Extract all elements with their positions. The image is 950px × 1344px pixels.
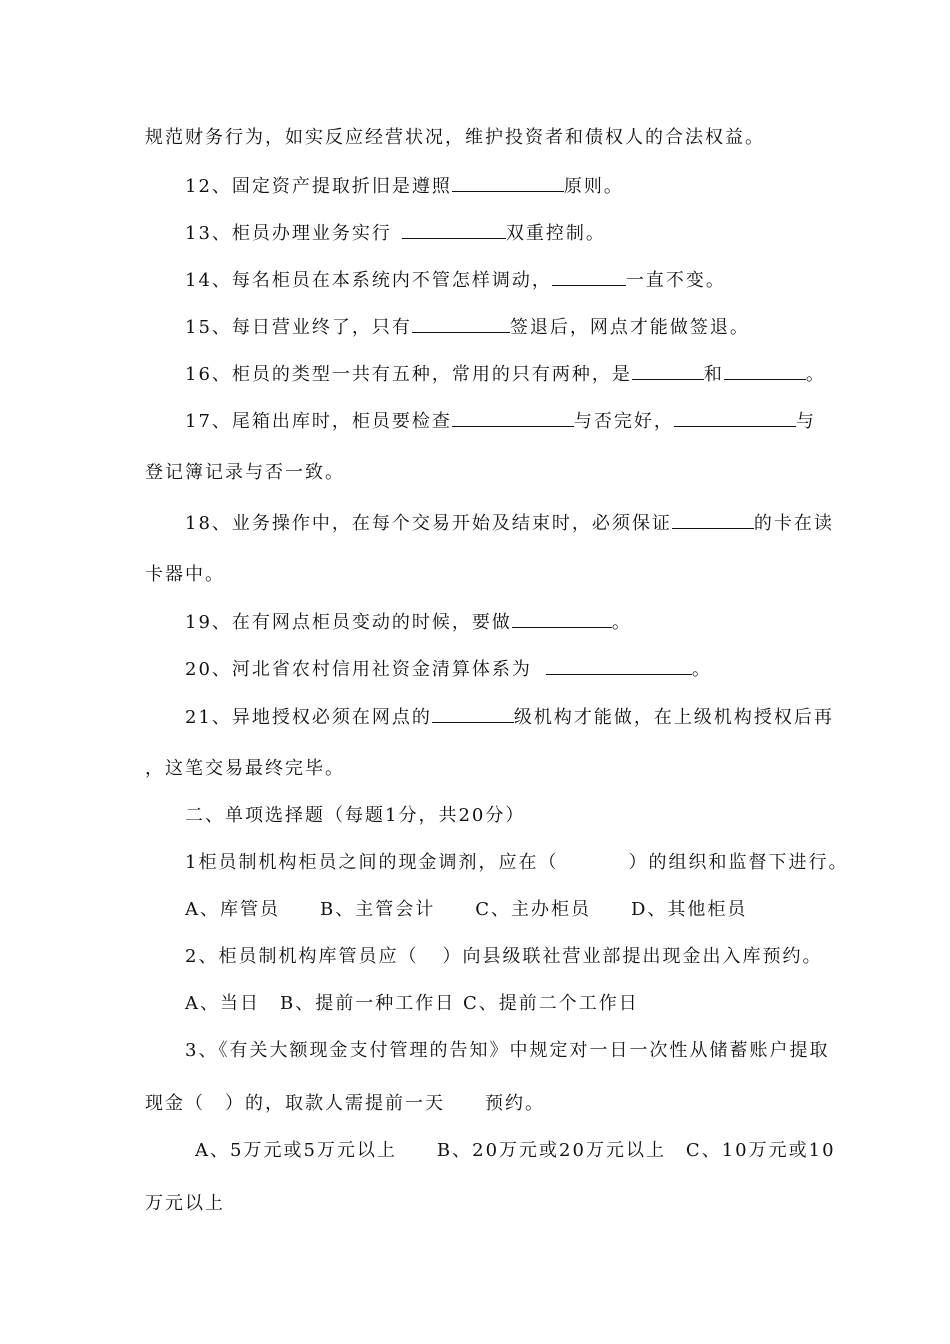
choice-options: A、当日 B、提前一种工作日 C、提前二个工作日: [185, 993, 639, 1014]
question-18: 18、业务操作中，在每个交易开始及结束时，必须保证 的卡在读: [185, 510, 834, 536]
question-15: 15、每日营业终了，只有 签退后，网点才能做签退。: [185, 314, 750, 340]
question-12: 12、固定资产提取折旧是遵照 原则。: [185, 173, 624, 199]
answer-blank[interactable]: [632, 361, 704, 380]
section-heading: 二、单项选择题（每题1分，共20分）: [185, 805, 526, 826]
answer-blank[interactable]: [724, 361, 806, 380]
question-20: 20、河北省农村信用社资金清算体系为 。: [185, 656, 712, 682]
question-16: 16、柜员的类型一共有五种，常用的只有两种，是 和 。: [185, 361, 826, 387]
choice-question-2: 2、柜员制机构库管员应（ ）向县级联社营业部提出现金出入库预约。: [185, 946, 823, 967]
text-line: 规范财务行为，如实反应经营状况，维护投资者和债权人的合法权益。: [145, 127, 765, 148]
answer-blank[interactable]: [452, 173, 564, 192]
question-21: 21、异地授权必须在网点的 级机构才能做，在上级机构授权后再: [185, 704, 834, 730]
answer-blank[interactable]: [546, 656, 692, 675]
choice-options: A、库管员 B、主管会计 C、主办柜员 D、其他柜员: [185, 899, 748, 920]
answer-blank[interactable]: [672, 510, 754, 529]
answer-blank[interactable]: [432, 704, 514, 723]
question-14: 14、每名柜员在本系统内不管怎样调动， 一直不变。: [185, 267, 726, 293]
text-line: 万元以上: [145, 1193, 225, 1214]
text-line: 卡器中。: [145, 564, 225, 585]
question-13: 13、柜员办理业务实行 双重控制。: [185, 220, 606, 246]
question-19: 19、在有网点柜员变动的时候，要做 。: [185, 609, 632, 635]
text-line: 现金（ ）的，取款人需提前一天 预约。: [145, 1093, 545, 1114]
answer-blank[interactable]: [552, 267, 626, 286]
choice-question-1: 1柜员制机构柜员之间的现金调剂，应在（ ）的组织和监督下进行。: [185, 852, 849, 873]
answer-blank[interactable]: [512, 609, 612, 628]
answer-blank[interactable]: [674, 408, 796, 427]
choice-options: A、5万元或5万元以上 B、20万元或20万元以上 C、10万元或10: [195, 1140, 836, 1161]
answer-blank[interactable]: [452, 408, 574, 427]
text-line: ，这笔交易最终完毕。: [145, 758, 345, 779]
question-17: 17、尾箱出库时，柜员要检查 与否完好， 与: [185, 408, 816, 434]
answer-blank[interactable]: [412, 314, 510, 333]
answer-blank[interactable]: [402, 220, 506, 239]
choice-question-3: 3、《有关大额现金支付管理的告知》中规定对一日一次性从储蓄账户提取: [185, 1040, 830, 1061]
text-line: 登记簿记录与否一致。: [145, 462, 345, 483]
